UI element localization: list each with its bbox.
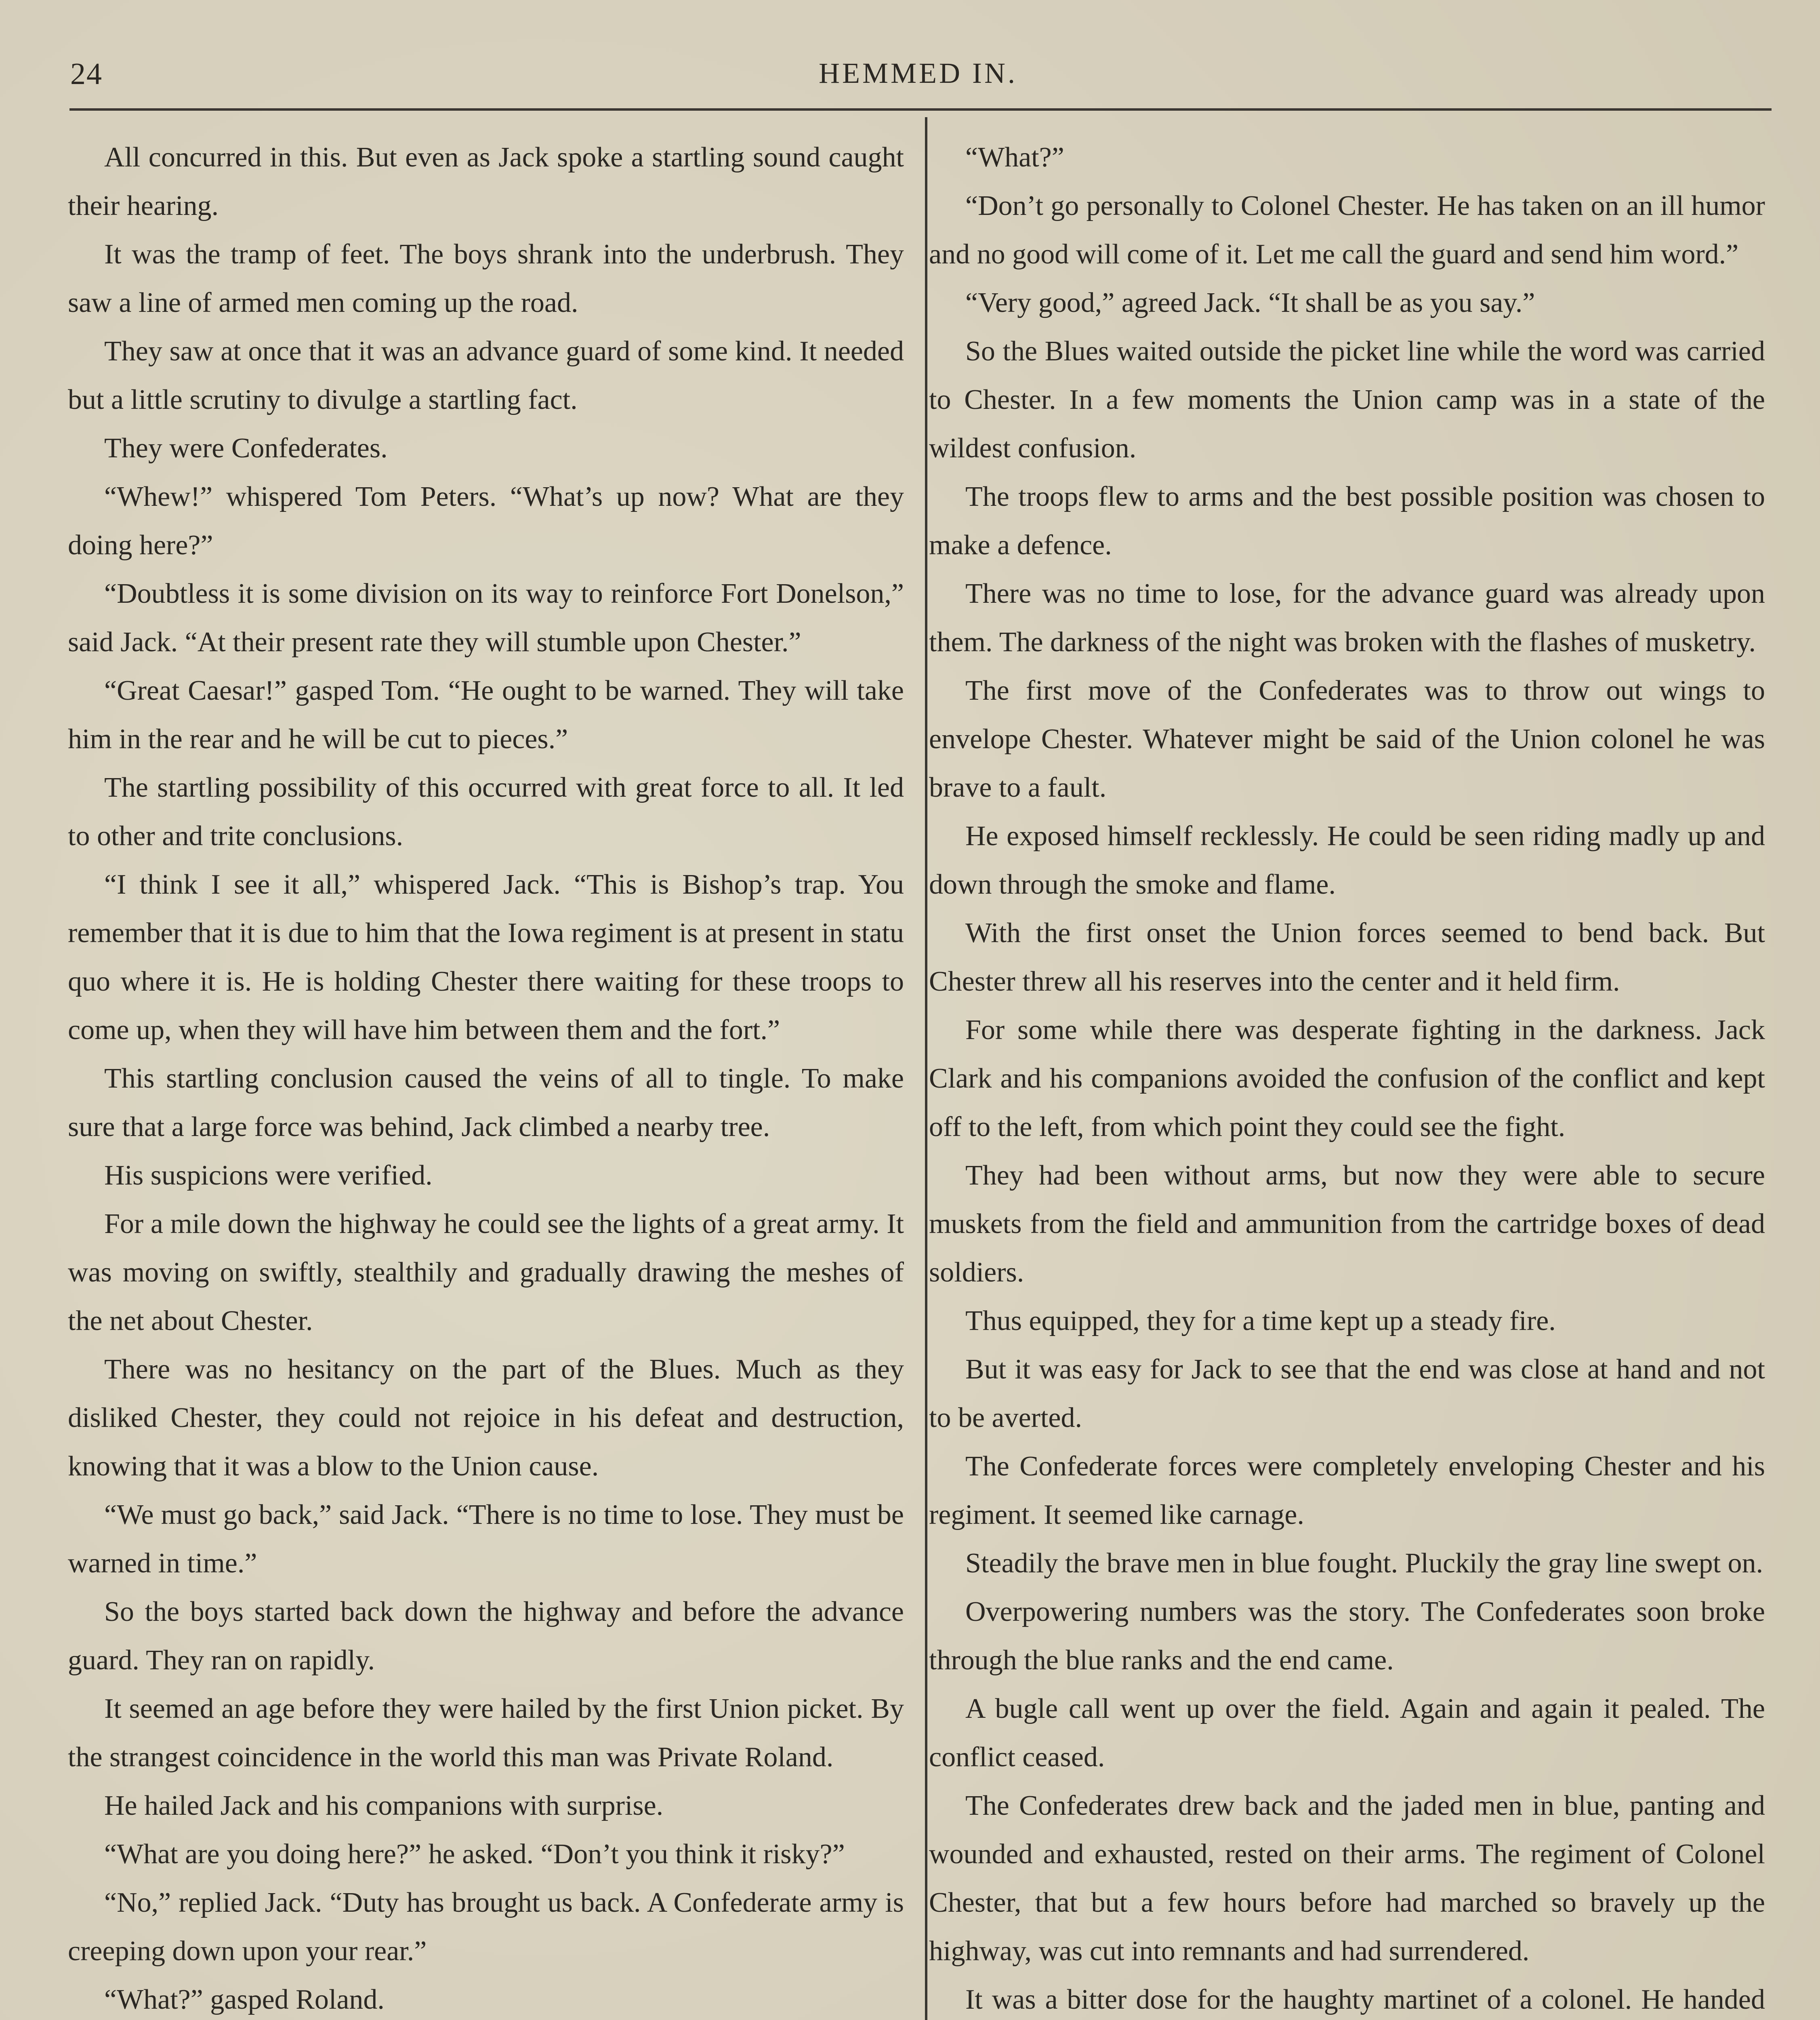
paragraph: They saw at once that it was an advance guard of some kind. It needed but a little scrutiny to divulge a startling fact. — [68, 336, 904, 415]
paragraph: The troops flew to arms and the best possible position was chosen to make a defence. — [929, 481, 1765, 561]
header-rule — [69, 108, 1772, 111]
paragraph: There was no hesitancy on the part of the Blues. Much as they disliked Chester, they could not rejoice in his defeat and destruction, knowing that it was a blow to the Union cause. — [68, 1354, 904, 1482]
paragraph: “Whew!” whispered Tom Peters. “What’s up now? What are they doing here?” — [68, 481, 904, 561]
paragraph: So the Blues waited outside the picket line while the word was carried to Chester. In a few moments the Union camp was in a state of the wildest confusion. — [929, 336, 1765, 464]
paragraph: His suspicions were verified. — [104, 1160, 433, 1191]
paragraph: “What are you doing here?” he asked. “Don’t you think it risky?” — [104, 1839, 845, 1870]
paragraph: The Confederates drew back and the jaded men in blue, panting and wounded and exhausted, rested on their arms. The regiment of Colonel Chester, that but a few hours before had marched so bravely up the highway, was cut into remnants and had surrendered. — [929, 1790, 1765, 1967]
page-header — [65, 44, 1772, 101]
paragraph: They had been without arms, but now they were able to secure muskets from the field and ammunition from the cartridge boxes of dead soldiers. — [929, 1160, 1765, 1288]
paragraph: Overpowering numbers was the story. The Confederates soon broke through the blue ranks and the end came. — [929, 1596, 1765, 1676]
paragraph: This startling conclusion caused the veins of all to tingle. To make sure that a large force was behind, Jack climbed a nearby tree. — [68, 1063, 904, 1143]
paragraph: It was a bitter dose for the haughty martinet of a colonel. He handed — [965, 1984, 1765, 2015]
paragraph: “No,” replied Jack. “Duty has brought us back. A Confederate army is creeping down upon your rear.” — [68, 1887, 904, 1967]
paragraph: The first move of the Confederates was to throw out wings to envelope Chester. Whatever might be said of the Union colonel he was brave to a fault. — [929, 675, 1765, 803]
paragraph: A bugle call went up over the field. Again and again it pealed. The conflict ceased. — [929, 1693, 1765, 1773]
paragraph: They were Confederates. — [104, 433, 388, 464]
paragraph: Thus equipped, they for a time kept up a steady fire. — [965, 1305, 1556, 1336]
paragraph: “We must go back,” said Jack. “There is no time to lose. They must be warned in time.” — [68, 1499, 904, 1579]
paragraph: “Great Caesar!” gasped Tom. “He ought to be warned. They will take him in the rear and he will be cut to pieces.” — [68, 675, 904, 755]
paragraph: “Don’t go personally to Colonel Chester. He has taken on an ill humor and no good will come of it. Let me call the guard and send him word.” — [929, 190, 1765, 270]
paragraph: The Confederate forces were completely enveloping Chester and his regiment. It seemed like carnage. — [929, 1451, 1765, 1530]
left-column — [68, 133, 904, 2020]
paragraph: The startling possibility of this occurred with great force to all. It led to other and trite conclusions. — [68, 772, 904, 852]
paragraph: “What?” — [965, 142, 1064, 173]
paragraph: “What?” gasped Roland. — [104, 1984, 385, 2015]
paragraph: All concurred in this. But even as Jack spoke a startling sound caught their hearing. — [68, 142, 904, 221]
page-number: 24 — [70, 57, 103, 91]
paragraph: “Doubtless it is some division on its way to reinforce Fort Donelson,” said Jack. “At their present rate they will stumble upon Chester.” — [68, 578, 904, 658]
running-title: HEMMED IN. — [819, 57, 1017, 89]
paragraph: He exposed himself recklessly. He could be seen riding madly up and down through the smoke and flame. — [929, 821, 1765, 900]
paragraph: Steadily the brave men in blue fought. Pluckily the gray line swept on. — [965, 1548, 1763, 1579]
paragraph: But it was easy for Jack to see that the end was close at hand and not to be averted. — [929, 1354, 1765, 1433]
paragraph: For some while there was desperate fighting in the darkness. Jack Clark and his companions avoided the confusion of the conflict and kept off to the left, from which point they could see the fight. — [929, 1014, 1765, 1143]
paragraph: It was the tramp of feet. The boys shrank into the underbrush. They saw a line of armed men coming up the road. — [68, 239, 904, 318]
column-divider — [925, 117, 927, 2020]
paragraph: It seemed an age before they were hailed by the first Union picket. By the strangest coincidence in the world this man was Private Roland. — [68, 1693, 904, 1773]
paragraph: So the boys started back down the highway and before the advance guard. They ran on rapidly. — [68, 1596, 904, 1676]
right-column — [929, 133, 1765, 2020]
paragraph: He hailed Jack and his companions with surprise. — [104, 1790, 664, 1821]
paragraph: “I think I see it all,” whispered Jack. “This is Bishop’s trap. You remember that it is due to him that the Iowa regiment is at present in statu quo where it is. He is holding Chester there waiting for these troops to come up, when they will have him between them and the fort.” — [68, 869, 904, 1046]
paragraph: With the first onset the Union forces seemed to bend back. But Chester threw all his reserves into the center and it held firm. — [929, 917, 1765, 997]
paragraph: For a mile down the highway he could see the lights of a great army. It was moving on swiftly, stealthily and gradually drawing the meshes of the net about Chester. — [68, 1208, 904, 1336]
paragraph: There was no time to lose, for the advance guard was already upon them. The darkness of the night was broken with the flashes of musketry. — [929, 578, 1765, 658]
paragraph: “Very good,” agreed Jack. “It shall be as you say.” — [965, 287, 1535, 318]
